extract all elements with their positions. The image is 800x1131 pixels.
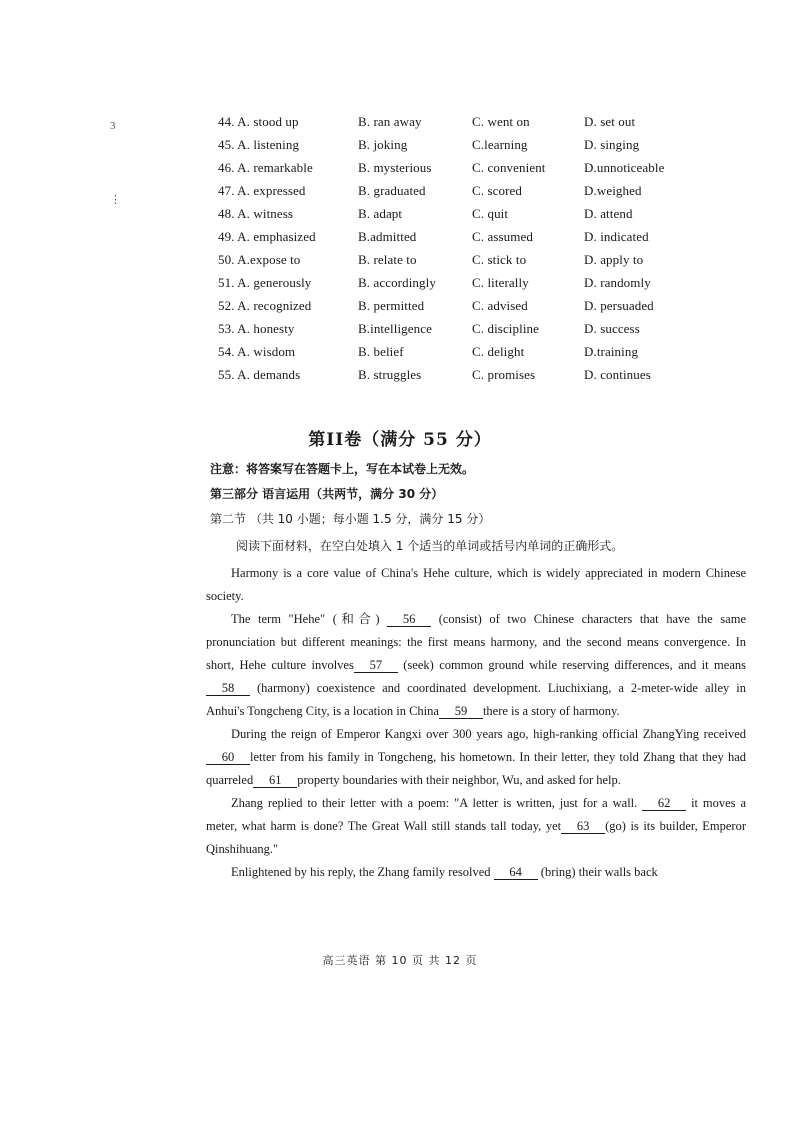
option-b: B. adapt [358, 205, 403, 221]
option-a: 54. A. wisdom [218, 343, 296, 359]
option-row-55 [218, 363, 698, 386]
answer-options-table [218, 110, 698, 386]
option-a: 48. A. witness [218, 205, 294, 221]
blank-57: 57 [354, 658, 398, 673]
option-row-47 [218, 179, 698, 202]
instruction-line: 阅读下面材料，在空白处填入 1 个适当的单词或括号内单词的正确形式。 [236, 539, 624, 553]
option-row-53 [218, 317, 698, 340]
option-row-44 [218, 110, 698, 133]
option-d: D. persuaded [584, 297, 654, 313]
option-c: C.learning [472, 136, 528, 152]
option-row-50 [218, 248, 698, 271]
notice-line: 注意：将答案写在答题卡上，写在本试卷上无效。 [210, 462, 475, 476]
option-row-54 [218, 340, 698, 363]
blank-61: 61 [253, 773, 297, 788]
paragraph-text: During the reign of Emperor Kangxi over 300 years ago, high-ranking official ZhangYing received [231, 727, 746, 741]
option-row-45 [218, 133, 698, 156]
option-d: D. attend [584, 205, 633, 221]
option-row-51 [218, 271, 698, 294]
option-d: D. randomly [584, 274, 651, 290]
option-a: 50. A.expose to [218, 251, 301, 267]
option-c: C. assumed [472, 228, 533, 244]
option-d: D. singing [584, 136, 640, 152]
paragraph-text: Zhang replied to their letter with a poem: "A letter is written, just for a wall. [231, 796, 643, 810]
option-d: D.unnoticeable [584, 159, 665, 175]
blank-63: 63 [561, 819, 605, 834]
option-b: B. permitted [358, 297, 425, 313]
paragraph-4 [206, 792, 746, 861]
blank-64: 64 [494, 865, 538, 880]
margin-mark-top: 3 [110, 120, 116, 132]
option-b: B.intelligence [358, 320, 432, 336]
paragraph-text: property boundaries with their neighbor, Wu, and asked for help. [297, 773, 621, 787]
option-b: B. belief [358, 343, 404, 359]
blank-62: 62 [642, 796, 686, 811]
paragraph-5 [206, 861, 746, 884]
paragraph-text: (go) is its builder, Emperor Qinshihuang." [206, 819, 746, 856]
section-title: 第II卷（满分 55 分） [308, 430, 492, 450]
option-row-48 [218, 202, 698, 225]
option-b: B.admitted [358, 228, 417, 244]
option-b: B. ran away [358, 113, 422, 129]
option-b: B. accordingly [358, 274, 436, 290]
option-c: C. quit [472, 205, 509, 221]
paragraph-1 [206, 562, 746, 608]
blank-60: 60 [206, 750, 250, 765]
option-row-46 [218, 156, 698, 179]
paragraph-text: Harmony is a core value of China's Hehe culture, which is widely appreciated in modern Chinese society. [206, 566, 746, 603]
option-c: C. stick to [472, 251, 527, 267]
blank-56: 56 [387, 612, 431, 627]
section-info: 第二节 （共 10 小题；每小题 1.5 分，满分 15 分） [210, 512, 491, 526]
passage [206, 562, 746, 884]
option-a: 51. A. generously [218, 274, 312, 290]
page-footer: 高三英语 第 10 页 共 12 页 [322, 954, 478, 967]
option-a: 49. A. emphasized [218, 228, 316, 244]
option-a: 44. A. stood up [218, 113, 299, 129]
paragraph-text: (seek) common ground while reserving differences, and it means [397, 658, 746, 672]
blank-58: 58 [206, 681, 250, 696]
option-a: 46. A. remarkable [218, 159, 313, 175]
paragraph-text: The term "Hehe" (和合) [231, 612, 388, 626]
option-b: B. mysterious [358, 159, 432, 175]
option-a: 47. A. expressed [218, 182, 306, 198]
option-a: 52. A. recognized [218, 297, 312, 313]
option-c: C. convenient [472, 159, 546, 175]
paragraph-text: it moves a meter, what harm is done? The Great Wall still stands tall today, yet [206, 796, 746, 833]
paragraph-text: (consist) of two Chinese characters that have the same pronunciation but different meanings: the first means harmony, and the second means convergence. In short, Hehe culture involves [206, 612, 746, 672]
paragraph-text: Enlightened by his reply, the Zhang family resolved [231, 865, 494, 879]
option-row-52 [218, 294, 698, 317]
paragraph-2 [206, 608, 746, 723]
paragraph-text: letter from his family in Tongcheng, his hometown. In their letter, they told Zhang that they had quarreled [206, 750, 746, 787]
option-d: D. set out [584, 113, 636, 129]
paragraph-text: (harmony) coexistence and coordinated development. Liuchixiang, a 2-meter-wide alley in Anhui's Tongcheng City, is a location in China [206, 681, 746, 718]
option-c: C. scored [472, 182, 522, 198]
paragraph-text: (bring) their walls back [537, 865, 658, 879]
option-b: B. struggles [358, 366, 422, 382]
option-d: D. continues [584, 366, 651, 382]
option-b: B. graduated [358, 182, 426, 198]
option-c: C. discipline [472, 320, 540, 336]
option-c: C. advised [472, 297, 528, 313]
option-a: 53. A. honesty [218, 320, 295, 336]
option-a: 55. A. demands [218, 366, 301, 382]
blank-59: 59 [439, 704, 483, 719]
option-d: D. apply to [584, 251, 644, 267]
option-d: D. indicated [584, 228, 649, 244]
option-c: C. went on [472, 113, 530, 129]
option-row-49 [218, 225, 698, 248]
option-d: D.weighed [584, 182, 642, 198]
paragraph-text: there is a story of harmony. [482, 704, 620, 718]
margin-mark-middle: ⋮ [110, 194, 121, 206]
option-c: C. promises [472, 366, 536, 382]
option-d: D.training [584, 343, 639, 359]
option-c: C. literally [472, 274, 529, 290]
option-c: C. delight [472, 343, 525, 359]
option-b: B. relate to [358, 251, 417, 267]
option-d: D. success [584, 320, 640, 336]
option-b: B. joking [358, 136, 408, 152]
option-a: 45. A. listening [218, 136, 300, 152]
part-title: 第三部分 语言运用（共两节，满分 30 分） [210, 487, 444, 501]
paragraph-3 [206, 723, 746, 792]
